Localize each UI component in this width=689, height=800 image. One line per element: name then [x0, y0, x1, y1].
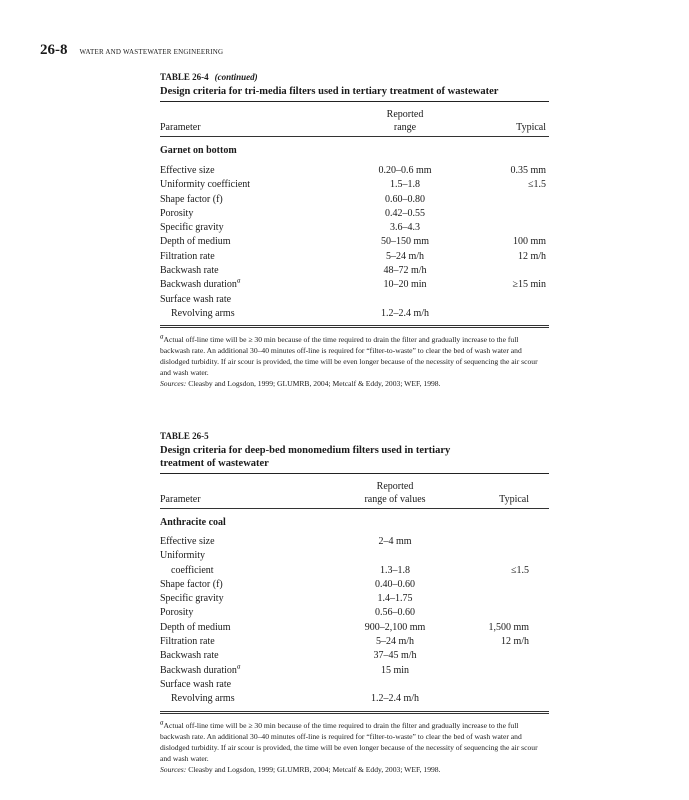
- table-bottom-rule: [160, 325, 549, 328]
- cell-parameter: Porosity: [160, 207, 194, 219]
- cell-range: 50–150 mm: [380, 236, 430, 248]
- cell-parameter: Effective size: [160, 165, 215, 176]
- cell-range: 0.42–0.55: [385, 207, 425, 219]
- cell-range: 0.56–0.60: [375, 607, 415, 619]
- cell-range: 1.2–2.4 m/h: [370, 693, 420, 705]
- page-number: 26-8: [40, 42, 68, 58]
- sources: [160, 764, 549, 775]
- cell-parameter: Backwash rate: [160, 265, 219, 277]
- cell-typical: ≥15 min: [512, 279, 546, 291]
- group-heading: Garnet on bottom: [160, 145, 237, 156]
- header-rule: [160, 136, 549, 137]
- table-notes: [160, 334, 549, 389]
- footnote-text: Actual off-line time will be ≥ 30 min because of the time required to drain the filter and gradually increase to the full backwash rate. An additional 30–40 minutes off-line is required for “filter-to-waste” to clear the bed of wash water and dislodged turbidity. If air scour is provided, the time will be even longer because of the necessity of sequencing the air scour and wash water.: [160, 720, 538, 763]
- cell-range: 15 min: [380, 664, 410, 676]
- cell-parameter: Uniformity coefficient: [160, 179, 251, 191]
- cell-parameter: Backwash rate: [160, 650, 219, 662]
- cell-parameter: Porosity: [160, 607, 194, 619]
- col-reported-range: [360, 108, 450, 134]
- cell-typical: 12 m/h: [500, 636, 529, 648]
- table-title: [160, 444, 549, 470]
- cell-range: 37–45 m/h: [373, 650, 417, 662]
- cell-range: 900–2,100 mm: [364, 621, 426, 633]
- cell-parameter: Specific gravity: [160, 222, 224, 234]
- cell-parameter: Filtration rate: [160, 250, 215, 262]
- cell-parameter: Filtration rate: [160, 636, 215, 648]
- running-head: WATER AND WASTEWATER ENGINEERING: [79, 48, 224, 56]
- table-26-4: [160, 72, 549, 389]
- col-parameter: Parameter: [160, 122, 201, 133]
- table-continued: (continued): [214, 72, 258, 82]
- table-row: [160, 221, 549, 235]
- table-row: [160, 606, 549, 620]
- table-26-5: [160, 431, 549, 775]
- table-row: [160, 235, 549, 249]
- footnote: [160, 720, 549, 764]
- cell-range: 0.40–0.60: [375, 578, 415, 590]
- table-row: [160, 178, 549, 192]
- cell-parameter: Depth of medium: [160, 621, 231, 633]
- cell-parameter: Shape factor (f): [160, 578, 223, 590]
- col-range-line1: Reported: [376, 481, 414, 492]
- sources-label: Sources:: [160, 379, 187, 389]
- footnote-marker: a: [236, 277, 241, 286]
- cell-range: 1.4–1.75: [377, 593, 413, 605]
- footnote-marker: a: [236, 662, 241, 671]
- table-header: [160, 102, 549, 136]
- group-heading: Anthracite coal: [160, 517, 226, 528]
- table-number: TABLE 26-4: [160, 72, 209, 82]
- table-row: [160, 621, 549, 635]
- table-bottom-rule: [160, 711, 549, 714]
- table-label: [160, 72, 549, 83]
- table-row: [160, 278, 549, 292]
- cell-range: 2–4 mm: [378, 536, 412, 547]
- col-typical: Typical: [516, 122, 546, 133]
- table-row: [160, 307, 549, 321]
- table-row: [160, 549, 549, 563]
- cell-range: 1.5–1.8: [390, 179, 420, 191]
- sources: [160, 378, 549, 389]
- cell-parameter: Effective size: [160, 536, 215, 547]
- cell-typical: ≤1.5: [511, 564, 529, 576]
- table-row: [160, 592, 549, 606]
- cell-parameter: Shape factor (f): [160, 193, 223, 205]
- cell-typical: 12 m/h: [517, 250, 546, 262]
- table-body: [160, 164, 549, 321]
- table-row: [160, 664, 549, 678]
- cell-range: 1.2–2.4 m/h: [380, 307, 430, 319]
- table-row: [160, 692, 549, 706]
- cell-typical: 1,500 mm: [488, 621, 529, 633]
- footnote-marker: a: [160, 718, 164, 727]
- cell-range: 1.3–1.8: [380, 564, 410, 576]
- footnote-text: Actual off-line time will be ≥ 30 min because of the time required to drain the filter and gradually increase to the full backwash rate. An additional 30–40 minutes off-line is required for “filter-to-waste” to clear the bed of wash water and dislodged turbidity. If air scour is provided, the time will be even longer because of the necessity of sequencing the air scour and wash water.: [160, 335, 538, 378]
- sources-text: Cleasby and Logsdon, 1999; GLUMRB, 2004; Metcalf & Eddy, 2003; WEF, 1998.: [188, 379, 441, 389]
- table-row: [160, 250, 549, 264]
- cell-range: 10–20 min: [383, 279, 427, 291]
- cell-typical: 100 mm: [512, 236, 546, 248]
- page-header: [40, 41, 223, 59]
- table-title-line1: Design criteria for deep-bed monomedium filters used in tertiary: [160, 445, 451, 456]
- table-row: [160, 293, 549, 307]
- table-row: [160, 193, 549, 207]
- cell-parameter: Depth of medium: [160, 236, 231, 248]
- cell-range: 48–72 m/h: [383, 265, 427, 277]
- sources-label: Sources:: [160, 764, 187, 774]
- cell-parameter: Surface wash rate: [160, 678, 232, 690]
- table-title-line2: treatment of wastewater: [160, 458, 269, 469]
- col-range-line2: range: [393, 122, 417, 133]
- table-row: [160, 264, 549, 278]
- cell-range: 5–24 m/h: [375, 636, 415, 648]
- sources-text: Cleasby and Logsdon, 1999; GLUMRB, 2004; Metcalf & Eddy, 2003; WEF, 1998.: [188, 764, 441, 774]
- cell-parameter: coefficient: [171, 564, 214, 576]
- cell-parameter: Backwash duration$^a$: [160, 277, 241, 291]
- cell-typical: ≤1.5: [528, 179, 546, 191]
- cell-parameter: Revolving arms: [171, 307, 235, 319]
- table-title: Design criteria for tri-media filters used in tertiary treatment of wastewater: [160, 86, 499, 97]
- cell-parameter: Uniformity: [160, 550, 205, 562]
- table-row: [160, 578, 549, 592]
- cell-typical: 0.35 mm: [510, 165, 546, 176]
- table-row: [160, 649, 549, 663]
- footnote-marker: a: [160, 332, 164, 341]
- col-range-line1: Reported: [386, 109, 424, 120]
- col-reported-range: [340, 480, 450, 506]
- footnote: [160, 334, 549, 378]
- col-typical: Typical: [499, 494, 529, 505]
- cell-range: 0.20–0.6 mm: [378, 165, 432, 176]
- table-header: [160, 474, 549, 508]
- cell-range: 5–24 m/h: [385, 250, 425, 262]
- table-row: [160, 164, 549, 178]
- table-row: [160, 535, 549, 549]
- col-parameter: Parameter: [160, 494, 201, 505]
- cell-range: 3.6–4.3: [390, 222, 420, 234]
- header-rule: [160, 508, 549, 509]
- table-row: [160, 635, 549, 649]
- table-body: [160, 535, 549, 707]
- table-label: TABLE 26-5: [160, 431, 209, 441]
- cell-parameter: Backwash duration$^a$: [160, 662, 241, 676]
- table-row: [160, 678, 549, 692]
- table-notes: [160, 720, 549, 775]
- cell-parameter: Surface wash rate: [160, 293, 232, 305]
- cell-range: 0.60–0.80: [385, 193, 425, 205]
- table-row: [160, 564, 549, 578]
- col-range-line2: range of values: [364, 494, 426, 505]
- cell-parameter: Specific gravity: [160, 593, 224, 605]
- table-row: [160, 207, 549, 221]
- cell-parameter: Revolving arms: [171, 693, 235, 705]
